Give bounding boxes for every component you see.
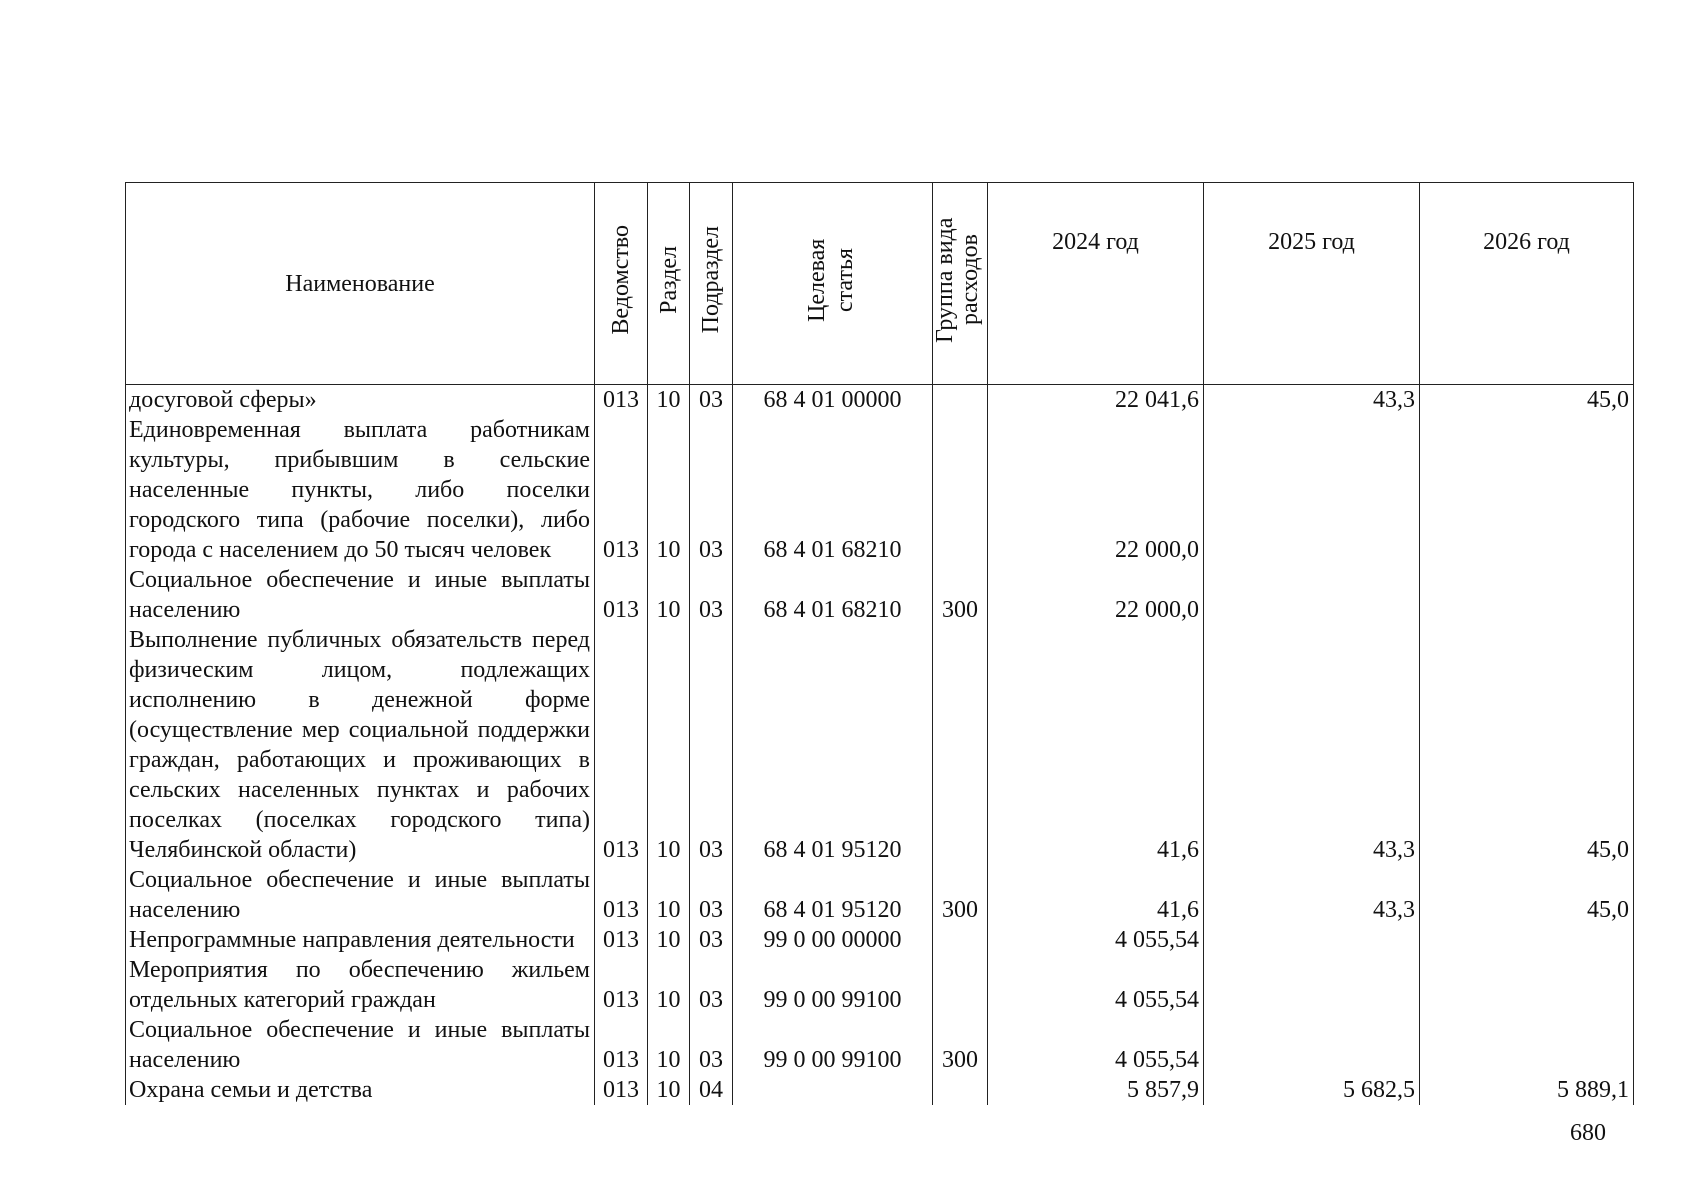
row-value-2024: 4 055,54 [988, 1015, 1204, 1075]
row-target-article: 68 4 01 68210 [733, 415, 933, 565]
row-expense-group [933, 625, 988, 865]
row-name: Социальное обеспечение и иные выплаты населению [126, 1015, 595, 1075]
table-header-row [126, 183, 1634, 385]
row-value-2026 [1420, 1015, 1634, 1075]
row-section: 10 [648, 1075, 690, 1105]
row-name: Единовременная выплата работникам культуры, прибывшим в сельские населенные пункты, либо поселки городского типа (рабочие поселки), либо города с населением до 50 тысяч человек [126, 415, 595, 565]
row-value-2025: 5 682,5 [1204, 1075, 1420, 1105]
row-name: досуговой сферы» [126, 385, 595, 416]
row-section: 10 [648, 1015, 690, 1075]
row-name: Социальное обеспечение и иные выплаты населению [126, 865, 595, 925]
row-name: Мероприятия по обеспечению жильем отдельных категорий граждан [126, 955, 595, 1015]
row-value-2026: 45,0 [1420, 625, 1634, 865]
row-expense-group: 300 [933, 565, 988, 625]
row-value-2025 [1204, 565, 1420, 625]
row-subsection: 03 [690, 865, 733, 925]
row-department: 013 [595, 865, 648, 925]
header-expense-group: Группа вида расходов [933, 183, 988, 385]
row-value-2024: 22 000,0 [988, 415, 1204, 565]
row-value-2024: 5 857,9 [988, 1075, 1204, 1105]
row-value-2025 [1204, 925, 1420, 955]
header-target-article: Целевая статья [733, 183, 933, 385]
row-subsection: 03 [690, 1015, 733, 1075]
row-target-article: 99 0 00 99100 [733, 955, 933, 1015]
row-value-2024: 22 000,0 [988, 565, 1204, 625]
row-department: 013 [595, 565, 648, 625]
row-department: 013 [595, 415, 648, 565]
row-value-2024: 22 041,6 [988, 385, 1204, 416]
row-target-article: 68 4 01 95120 [733, 625, 933, 865]
table-row [126, 865, 1634, 925]
row-value-2026 [1420, 925, 1634, 955]
table-row [126, 925, 1634, 955]
row-section: 10 [648, 865, 690, 925]
row-expense-group [933, 385, 988, 416]
row-subsection: 03 [690, 565, 733, 625]
row-target-article: 99 0 00 99100 [733, 1015, 933, 1075]
row-section: 10 [648, 625, 690, 865]
header-year-2025: 2025 год [1204, 183, 1420, 385]
row-subsection: 03 [690, 925, 733, 955]
row-name: Охрана семьи и детства [126, 1075, 595, 1105]
header-year-2026: 2026 год [1420, 183, 1634, 385]
row-value-2026: 5 889,1 [1420, 1075, 1634, 1105]
row-target-article: 68 4 01 00000 [733, 385, 933, 416]
row-department: 013 [595, 385, 648, 416]
row-department: 013 [595, 1075, 648, 1105]
row-expense-group: 300 [933, 1015, 988, 1075]
table-row [126, 625, 1634, 865]
row-value-2025 [1204, 415, 1420, 565]
row-value-2026 [1420, 955, 1634, 1015]
row-subsection: 03 [690, 415, 733, 565]
table-row [126, 565, 1634, 625]
row-department: 013 [595, 1015, 648, 1075]
header-department: Ведомство [595, 183, 648, 385]
row-expense-group [933, 955, 988, 1015]
row-subsection: 04 [690, 1075, 733, 1105]
header-subsection: Подраздел [690, 183, 733, 385]
row-value-2026: 45,0 [1420, 385, 1634, 416]
table-row [126, 415, 1634, 565]
row-department: 013 [595, 625, 648, 865]
budget-table-container [125, 182, 1633, 1105]
row-name: Выполнение публичных обязательств перед физическим лицом, подлежащих исполнению в денежной форме (осуществление мер социальной поддержки граждан, работающих и проживающих в сельских населенных пунктах и рабочих поселках (поселках городского типа) Челябинской области) [126, 625, 595, 865]
row-section: 10 [648, 565, 690, 625]
row-subsection: 03 [690, 385, 733, 416]
row-value-2024: 4 055,54 [988, 925, 1204, 955]
row-department: 013 [595, 925, 648, 955]
row-section: 10 [648, 385, 690, 416]
row-value-2025: 43,3 [1204, 385, 1420, 416]
row-value-2025 [1204, 955, 1420, 1015]
header-name: Наименование [126, 183, 595, 385]
row-value-2026 [1420, 565, 1634, 625]
page-number: 680 [1570, 1120, 1606, 1146]
row-target-article: 68 4 01 68210 [733, 565, 933, 625]
row-target-article: 68 4 01 95120 [733, 865, 933, 925]
row-value-2024: 41,6 [988, 625, 1204, 865]
row-value-2025 [1204, 1015, 1420, 1075]
row-expense-group [933, 1075, 988, 1105]
row-section: 10 [648, 955, 690, 1015]
row-value-2024: 41,6 [988, 865, 1204, 925]
table-row [126, 1015, 1634, 1075]
budget-table [125, 182, 1634, 1105]
row-value-2025: 43,3 [1204, 625, 1420, 865]
row-expense-group [933, 415, 988, 565]
row-section: 10 [648, 415, 690, 565]
row-section: 10 [648, 925, 690, 955]
row-value-2026 [1420, 415, 1634, 565]
header-section: Раздел [648, 183, 690, 385]
row-expense-group [933, 925, 988, 955]
row-target-article: 99 0 00 00000 [733, 925, 933, 955]
table-row [126, 385, 1634, 416]
row-value-2026: 45,0 [1420, 865, 1634, 925]
row-subsection: 03 [690, 955, 733, 1015]
row-department: 013 [595, 955, 648, 1015]
table-row [126, 955, 1634, 1015]
table-row [126, 1075, 1634, 1105]
row-name: Социальное обеспечение и иные выплаты населению [126, 565, 595, 625]
row-value-2025: 43,3 [1204, 865, 1420, 925]
row-expense-group: 300 [933, 865, 988, 925]
header-year-2024: 2024 год [988, 183, 1204, 385]
row-value-2024: 4 055,54 [988, 955, 1204, 1015]
row-target-article [733, 1075, 933, 1105]
row-name: Непрограммные направления деятельности [126, 925, 595, 955]
row-subsection: 03 [690, 625, 733, 865]
